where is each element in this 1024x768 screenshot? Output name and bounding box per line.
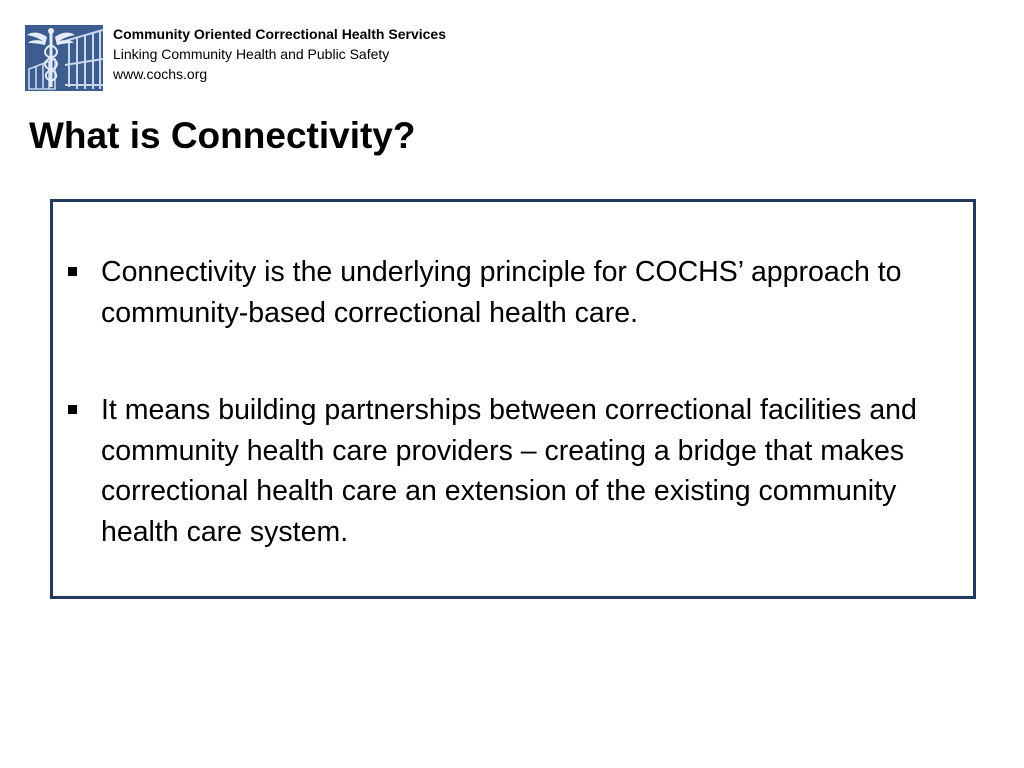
org-website: www.cochs.org xyxy=(113,66,208,82)
content-box xyxy=(50,199,976,599)
bullet-item xyxy=(53,252,973,333)
cochs-logo xyxy=(25,25,103,91)
square-bullet-icon xyxy=(68,405,77,414)
org-tagline: Linking Community Health and Public Safety xyxy=(113,46,390,62)
org-name: Community Oriented Correctional Health Services xyxy=(113,26,446,42)
bullet-text: It means building partnerships between correctional facilities and community health care providers – creating a bridge that makes correctional health care an extension of the existing community health care system. xyxy=(101,394,917,548)
square-bullet-icon xyxy=(68,267,77,276)
slide-title: What is Connectivity? xyxy=(29,115,416,156)
bullet-list xyxy=(53,252,973,552)
bullet-text: Connectivity is the underlying principle for COCHS’ approach to community-based correctional health care. xyxy=(101,256,902,329)
bullet-item xyxy=(53,390,973,552)
org-header xyxy=(113,24,446,84)
caduceus-gate-logo-icon xyxy=(25,25,103,91)
